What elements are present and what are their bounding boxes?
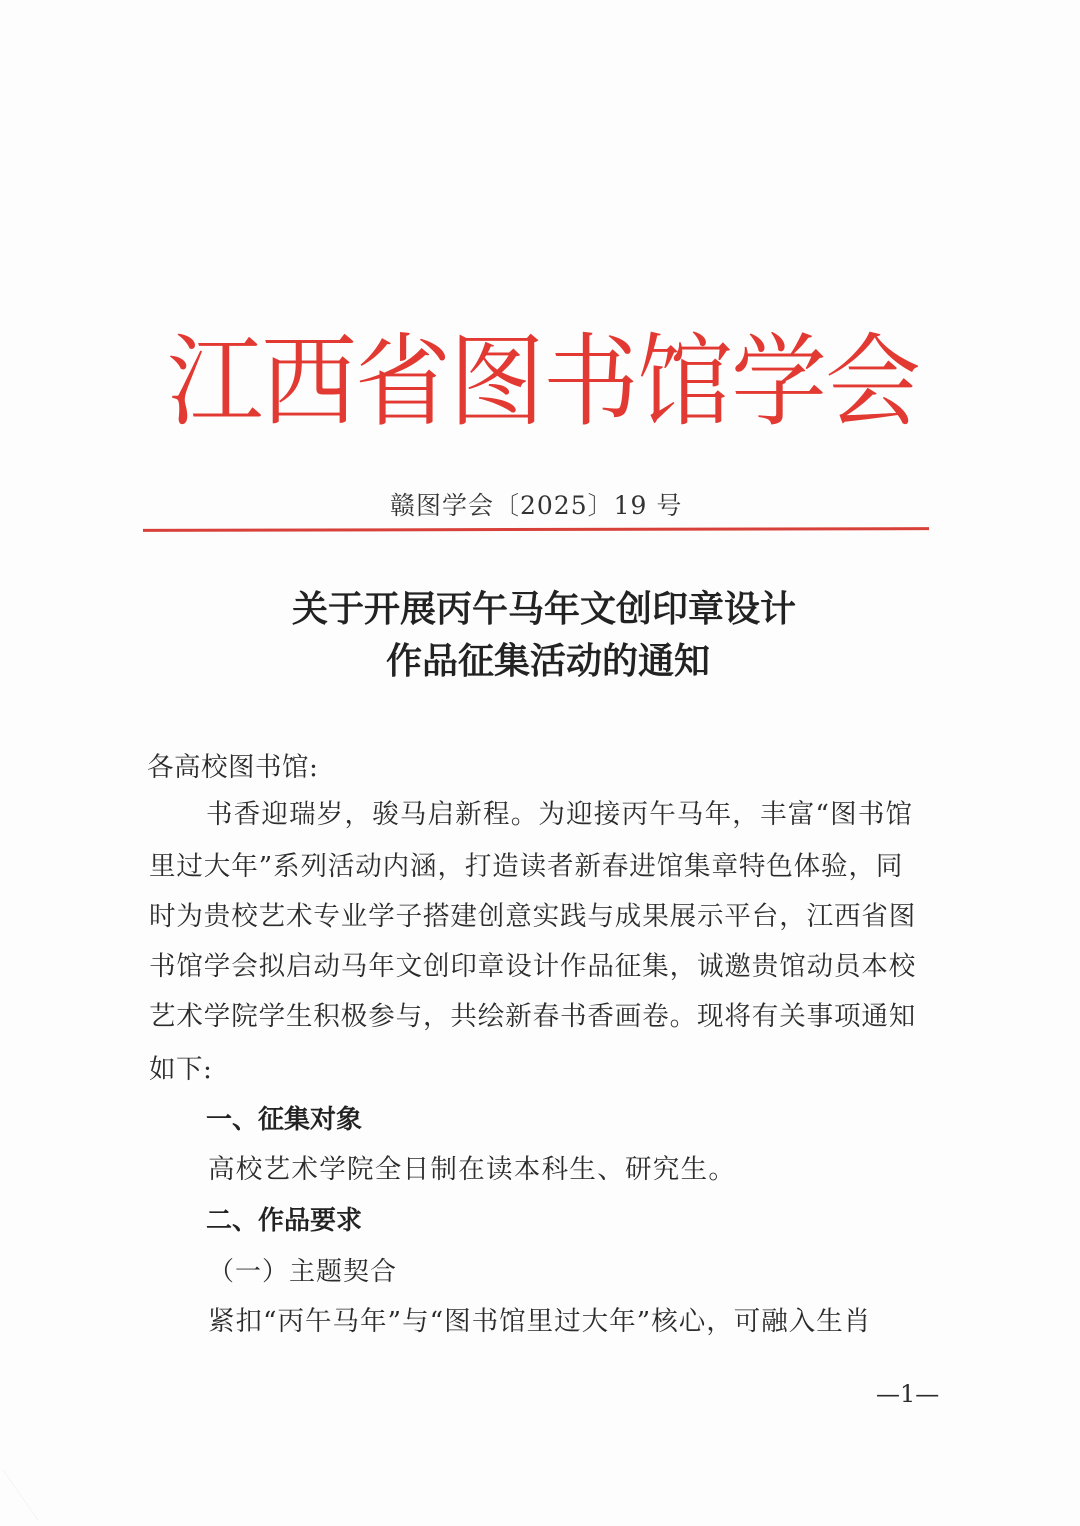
page-number: —1— (876, 1380, 940, 1408)
document-title-line-1: 关于开展丙午马年文创印章设计 (291, 589, 796, 630)
document-title-line-2: 作品征集活动的通知 (385, 641, 710, 682)
letterhead-red-rule (143, 527, 929, 532)
section-heading-2: 二、作品要求 (206, 1206, 363, 1236)
letterhead-organization-name: 江西省图书馆学会 (167, 323, 919, 441)
section-1-text: 高校艺术学院全日制在读本科生、研究生。 (208, 1154, 737, 1185)
subsection-1-text: 紧扣“丙午马年”与“图书馆里过大年”核心，可融入生肖 (208, 1306, 872, 1337)
salutation: 各高校图书馆: (147, 752, 319, 783)
intro-line-1: 书香迎瑞岁，骏马启新程。为迎接丙午马年，丰富“图书馆 (206, 799, 914, 830)
intro-line-6: 如下: (149, 1054, 213, 1085)
subsection-heading-1: （一）主题契合 (208, 1257, 398, 1287)
document-number: 赣图学会〔2025〕19 号 (390, 491, 683, 520)
intro-line-4: 书馆学会拟启动马年文创印章设计作品征集，诚邀贵馆动员本校 (149, 951, 917, 982)
intro-line-2: 里过大年”系列活动内涵，打造读者新春进馆集章特色体验，同 (149, 851, 904, 882)
intro-line-3: 时为贵校艺术专业学子搭建创意实践与成果展示平台，江西省图 (149, 901, 917, 932)
intro-line-5: 艺术学院学生积极参与，共绘新春书香画卷。现将有关事项通知 (149, 1001, 917, 1032)
scan-artifact (2, 1470, 97, 1520)
section-heading-1: 一、征集对象 (206, 1105, 363, 1135)
